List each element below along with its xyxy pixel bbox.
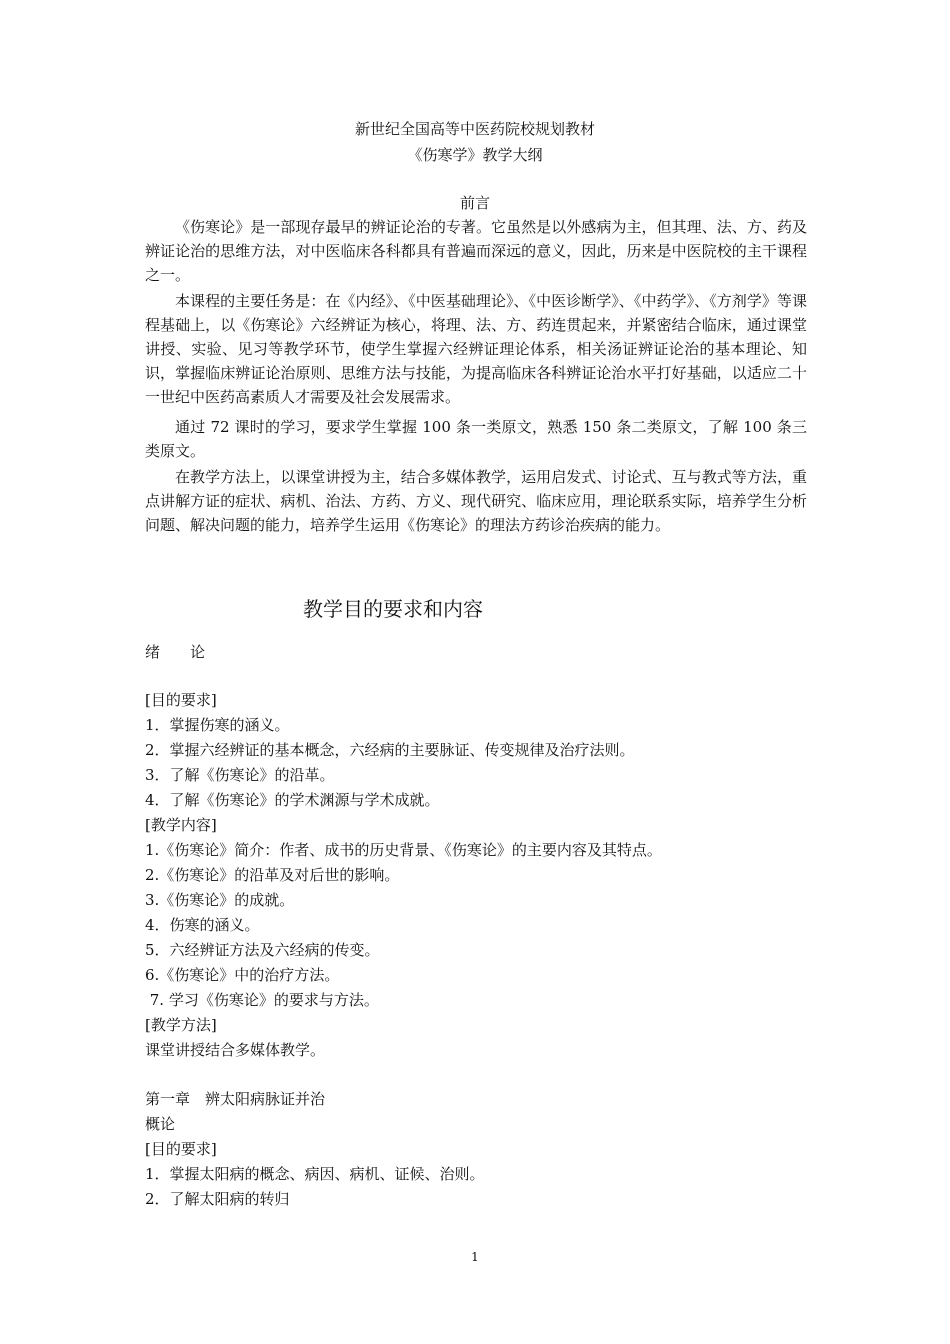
intro-goals-label: [目的要求] xyxy=(145,691,217,709)
list-item: 2.《伤寒论》的沿革及对后世的影响。 xyxy=(145,866,400,884)
list-item: 6.《伤寒论》中的治疗方法。 xyxy=(145,966,340,984)
page-number: 1 xyxy=(471,1250,479,1264)
intro-heading: 绪 论 xyxy=(145,643,206,661)
chapter-subheading: 概论 xyxy=(145,1115,176,1133)
preface-paragraph: 本课程的主要任务是：在《内经》、《中医基础理论》、《中医诊断学》、《中药学》、《方剂学》等课程基础上，以《伤寒论》六经辨证为核心，将理、法、方、药连贯起来，并紧密结合临床，通过课堂讲授、实验、见习等教学环节，使学生掌握六经辨证理论体系，相关汤证辨证论治的基本理论、知识，掌握临床辨证论治原则、思维方法与技能，为提高临床各科辨证论治水平打好基础，以适应二十一世纪中医药高素质人才需要及社会发展需求。 xyxy=(145,292,807,406)
chapter-heading: 第一章 辨太阳病脉证并治 xyxy=(145,1090,326,1108)
list-item: 2．了解太阳病的转归 xyxy=(145,1190,290,1208)
list-item: 7. 学习《伤寒论》的要求与方法。 xyxy=(145,991,379,1009)
preface-paragraph: 在教学方法上，以课堂讲授为主，结合多媒体教学，运用启发式、讨论式、互与教式等方法，重点讲解方证的症状、病机、治法、方药、方义、现代研究、临床应用，理论联系实际，培养学生分析问题、解决问题的能力，培养学生运用《伤寒论》的理法方药诊治疾病的能力。 xyxy=(145,468,807,534)
intro-content-label: [教学内容] xyxy=(145,816,217,834)
section-title: 教学目的要求和内容 xyxy=(303,597,483,621)
preface-heading: 前言 xyxy=(459,194,490,212)
list-item: 3.《伤寒论》的成就。 xyxy=(145,891,295,909)
list-item: 4．了解《伤寒论》的学术渊源与学术成就。 xyxy=(145,791,440,809)
preface-paragraph: 通过 72 课时的学习，要求学生掌握 100 条一类原文，熟悉 150 条二类原文，了解 100 条三类原文。 xyxy=(145,418,807,460)
list-item: 1．掌握太阳病的概念、病因、病机、证候、治则。 xyxy=(145,1165,485,1183)
list-item: 1.《伤寒论》简介：作者、成书的历史背景、《伤寒论》的主要内容及其特点。 xyxy=(145,841,662,859)
chapter-goals-label: [目的要求] xyxy=(145,1140,217,1158)
document-title: 《伤寒学》教学大纲 xyxy=(407,146,543,164)
preface-paragraph: 《伤寒论》是一部现存最早的辨证论治的专著。它虽然是以外感病为主，但其理、法、方、药及辨证论治的思维方法，对中医临床各科都具有普遍而深远的意义，因此，历来是中医院校的主干课程之一。 xyxy=(145,218,807,284)
series-title: 新世纪全国高等中医药院校规划教材 xyxy=(354,120,595,138)
list-item: 5．六经辨证方法及六经病的传变。 xyxy=(145,941,380,959)
list-item: 3．了解《伤寒论》的沿革。 xyxy=(145,766,335,784)
list-item: 1．掌握伤寒的涵义。 xyxy=(145,716,290,734)
intro-method-label: [教学方法] xyxy=(145,1016,217,1034)
list-item: 2．掌握六经辨证的基本概念，六经病的主要脉证、传变规律及治疗法则。 xyxy=(145,741,635,759)
intro-method-text: 课堂讲授结合多媒体教学。 xyxy=(145,1041,326,1059)
list-item: 4．伤寒的涵义。 xyxy=(145,916,260,934)
